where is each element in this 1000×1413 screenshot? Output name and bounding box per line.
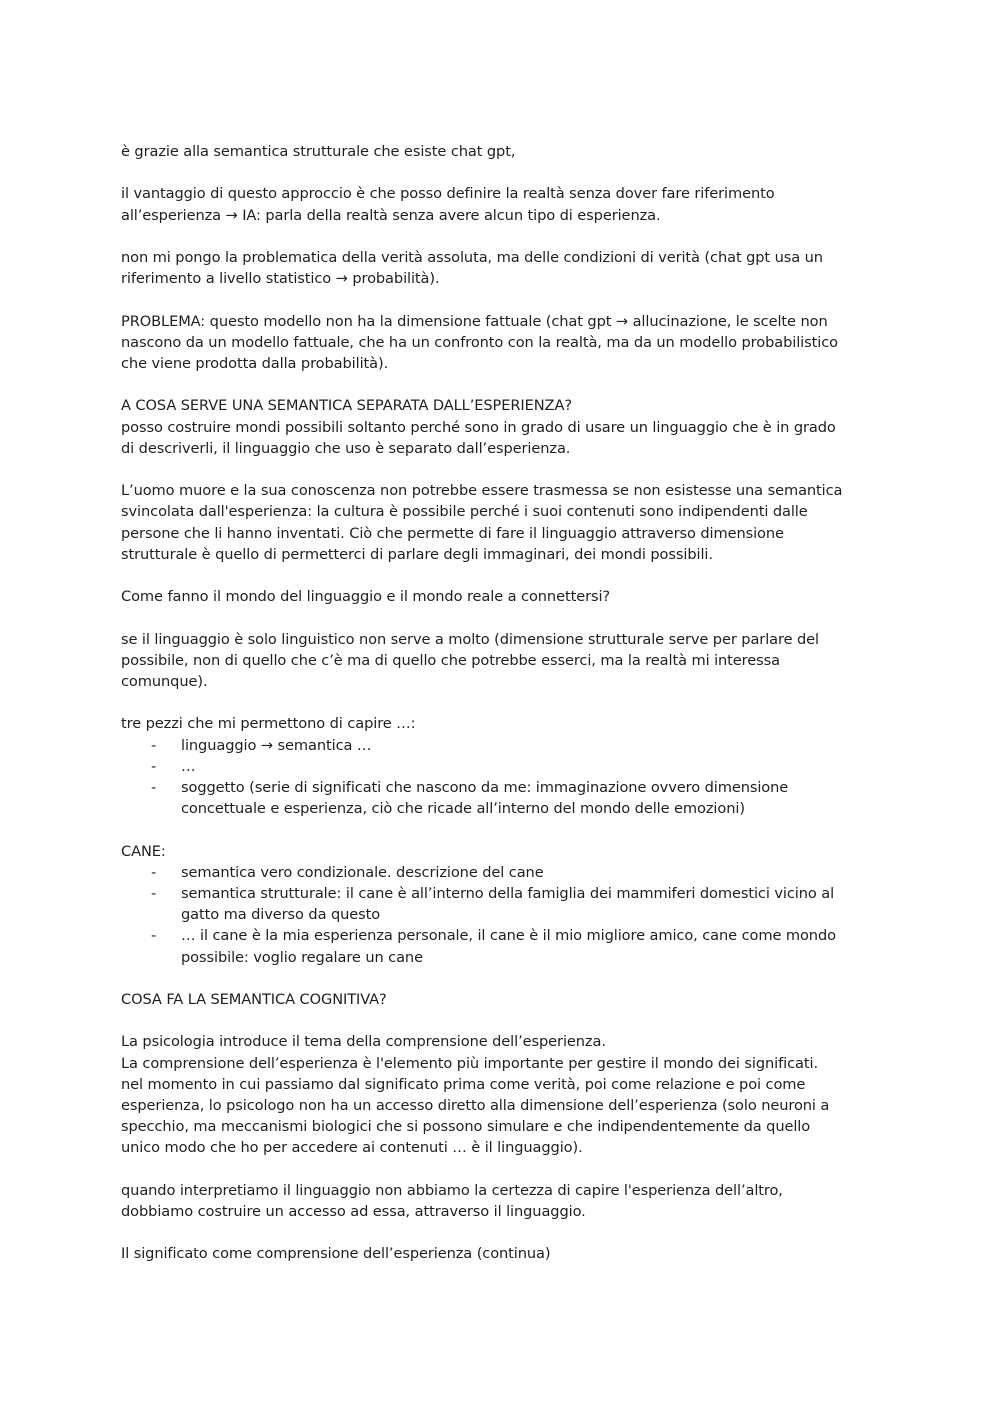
- text-line: La psicologia introduce il tema della comprensione dell’esperienza.: [121, 1033, 606, 1051]
- text-line: riferimento a livello statistico → probabilità).: [121, 270, 440, 288]
- text-line: strutturale è quello di permetterci di parlare degli immaginari, dei mondi possibili.: [121, 545, 713, 563]
- dash-bullet: -: [151, 927, 157, 945]
- document-page: [121, 141, 881, 1286]
- text-line: esperienza, lo psicologo non ha un accesso diretto alla dimensione dell’esperienza (solo neuroni a: [121, 1096, 830, 1114]
- text-line: Come fanno il mondo del linguaggio e il mondo reale a connettersi?: [121, 588, 611, 606]
- text-line: Il significato come comprensione dell’esperienza (continua): [121, 1245, 551, 1263]
- paragraph-problem: [121, 311, 881, 375]
- text-line: se il linguaggio è solo linguistico non serve a molto (dimensione strutturale serve per parlare del: [121, 630, 819, 648]
- text-line: PROBLEMA: questo modello non ha la dimensione fattuale (chat gpt → allucinazione, le scelte non: [121, 312, 828, 330]
- paragraph-cane: [121, 841, 881, 862]
- list-item: [121, 735, 881, 756]
- text-line: dobbiamo costruire un accesso ad essa, attraverso il linguaggio.: [121, 1202, 586, 1220]
- dash-bullet: -: [151, 863, 157, 881]
- text-line: semantica vero condizionale. descrizione del cane: [181, 863, 544, 881]
- text-line: gatto ma diverso da questo: [181, 906, 381, 924]
- text-line: persone che li hanno inventati. Ciò che permette di fare il linguaggio attraverso dimensione: [121, 524, 784, 542]
- text-line: linguaggio → semantica …: [181, 736, 372, 754]
- text-line: che viene prodotta dalla probabilità).: [121, 354, 389, 372]
- paragraph-approach-advantage: [121, 183, 881, 225]
- paragraph-question-connect: [121, 586, 881, 607]
- text-line: quando interpretiamo il linguaggio non abbiamo la certezza di capire l'esperienza dell’altro,: [121, 1181, 783, 1199]
- paragraph-three-pieces: [121, 713, 881, 734]
- text-line: tre pezzi che mi permettono di capire …:: [121, 715, 416, 733]
- bullet-list-cane: [121, 862, 881, 968]
- dash-bullet: -: [151, 757, 157, 775]
- dash-bullet: -: [151, 778, 157, 796]
- text-line: di descriverli, il linguaggio che uso è separato dall’esperienza.: [121, 439, 571, 457]
- paragraph-culture: [121, 480, 881, 565]
- list-item: [121, 777, 881, 819]
- text-line: unico modo che ho per accedere ai contenuti … è il linguaggio).: [121, 1139, 583, 1157]
- text-line: il vantaggio di questo approccio è che posso definire la realtà senza dover fare riferimento: [121, 185, 775, 203]
- text-line: è grazie alla semantica strutturale che esiste chat gpt,: [121, 143, 516, 160]
- text-line: possibile, non di quello che c’è ma di quello che potrebbe esserci, ma la realtà mi interessa: [121, 651, 780, 669]
- text-line: non mi pongo la problematica della verità assoluta, ma delle condizioni di verità (chat gpt usa un: [121, 248, 823, 266]
- text-line: La comprensione dell’esperienza è l'elemento più importante per gestire il mondo dei significati.: [121, 1054, 819, 1072]
- text-line: all’esperienza → IA: parla della realtà senza avere alcun tipo di esperienza.: [121, 206, 661, 224]
- text-line: comunque).: [121, 672, 208, 690]
- text-line: semantica strutturale: il cane è all’interno della famiglia dei mammiferi domestici vicino al: [181, 884, 835, 902]
- paragraph-truth-conditions: [121, 247, 881, 289]
- text-line: specchio, ma meccanismi biologici che si possono simulare e che indipendentemente da quello: [121, 1118, 811, 1136]
- dash-bullet: -: [151, 736, 157, 754]
- paragraph-separate-semantics: [121, 395, 881, 459]
- paragraph-continua: [121, 1243, 881, 1264]
- text-line: possibile: voglio regalare un cane: [181, 948, 423, 966]
- text-line: CANE:: [121, 842, 166, 860]
- list-item: [121, 756, 881, 777]
- text-line: nel momento in cui passiamo dal significato prima come verità, poi come relazione e poi come: [121, 1075, 806, 1093]
- paragraph-cognitive-heading: [121, 989, 881, 1010]
- text-line: soggetto (serie di significati che nascono da me: immaginazione ovvero dimensione: [181, 778, 789, 796]
- text-line: nascono da un modello fattuale, che ha un confronto con la realtà, ma da un modello probabilistico: [121, 333, 838, 351]
- text-line: …: [181, 757, 196, 775]
- list-item: [121, 883, 881, 925]
- text-line: posso costruire mondi possibili soltanto perché sono in grado di usare un linguaggio che è in grado: [121, 418, 836, 436]
- dash-bullet: -: [151, 884, 157, 902]
- paragraph-chatgpt-intro: [121, 141, 881, 162]
- text-line: svincolata dall'esperienza: la cultura è possibile perché i suoi contenuti sono indipendenti dalle: [121, 503, 808, 521]
- section-heading: COSA FA LA SEMANTICA COGNITIVA?: [121, 990, 387, 1008]
- list-item: [121, 925, 881, 967]
- list-item: [121, 862, 881, 883]
- bullet-list-three-pieces: [121, 735, 881, 820]
- text-line: L’uomo muore e la sua conoscenza non potrebbe essere trasmessa se non esistesse una semantica: [121, 482, 843, 500]
- paragraph-interpretation: [121, 1180, 881, 1222]
- text-line: … il cane è la mia esperienza personale, il cane è il mio migliore amico, cane come mondo: [181, 927, 836, 945]
- text-line: concettuale e esperienza, ciò che ricade all’interno del mondo delle emozioni): [181, 800, 745, 818]
- paragraph-linguistic: [121, 629, 881, 693]
- section-heading: A COSA SERVE UNA SEMANTICA SEPARATA DALL’ESPERIENZA?: [121, 397, 572, 415]
- paragraph-psychology: [121, 1031, 881, 1158]
